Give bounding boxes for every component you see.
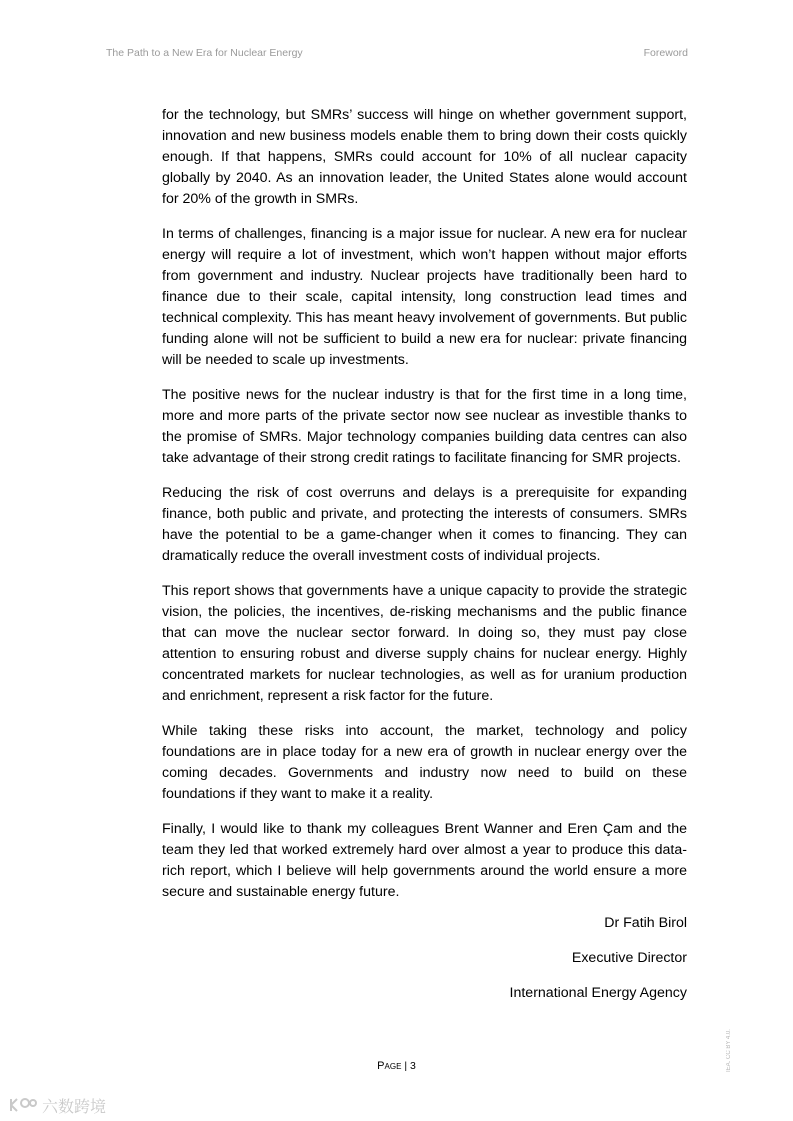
document-title: The Path to a New Era for Nuclear Energy xyxy=(106,47,303,59)
watermark xyxy=(8,1094,106,1116)
page-separator: | xyxy=(401,1060,410,1072)
paragraph: Finally, I would like to thank my colleagues Brent Wanner and Eren Çam and the team they led that worked extremely hard over almost a year to produce this data-rich report, which I believe will help governments around the world ensure a more secure and sustainable energy future. xyxy=(162,821,687,900)
license-note: IEA. CC BY 4.0. xyxy=(726,1029,732,1072)
section-title: Foreword xyxy=(643,47,688,59)
paragraph: In terms of challenges, financing is a major issue for nuclear. A new era for nuclear energy will require a lot of investment, which won’t happen without major efforts from government and industry. Nuclear projects have traditionally been hard to finance due to their scale, capital intensity, long construction lead times and technical complexity. This has meant heavy involvement of governments. But public funding alone will not be sufficient to build a new era for nuclear: private financing will be needed to scale up investments. xyxy=(162,226,687,368)
page-footer xyxy=(0,1060,793,1072)
signatory-organization: International Energy Agency xyxy=(509,985,687,1001)
paragraph: Reducing the risk of cost overruns and delays is a prerequisite for expanding finance, both public and private, and protecting the interests of consumers. SMRs have the potential to be a game-changer when it comes to financing. They can dramatically reduce the overall investment costs of individual projects. xyxy=(162,485,687,564)
foreword-body xyxy=(162,105,687,917)
signatory-title: Executive Director xyxy=(571,950,687,966)
signatory-name: Dr Fatih Birol xyxy=(604,915,687,931)
page-number: 3 xyxy=(409,1060,416,1072)
ke-logo-icon xyxy=(8,1096,38,1114)
paragraph: The positive news for the nuclear industry is that for the first time in a long time, more and more parts of the private sector now see nuclear as investible thanks to the promise of SMRs. Major technology companies building data centres can also take advantage of their strong credit ratings to facilitate financing for SMR projects. xyxy=(162,387,687,466)
page-label: Page xyxy=(377,1060,402,1072)
paragraph: for the technology, but SMRs’ success will hinge on whether government support, innovation and new business models enable them to bring down their costs quickly enough. If that happens, SMRs could account for 10% of all nuclear capacity globally by 2040. As an innovation leader, the United States alone would account for 20% of the growth in SMRs. xyxy=(162,107,687,207)
paragraph: This report shows that governments have a unique capacity to provide the strategic vision, the policies, the incentives, de-risking mechanisms and the public finance that can move the nuclear sector forward. In doing so, they must pay close attention to ensuring robust and diverse supply chains for nuclear energy. Highly concentrated markets for nuclear technologies, as well as for uranium production and enrichment, represent a risk factor for the future. xyxy=(162,583,687,704)
signature-block xyxy=(162,913,687,1018)
watermark-text: 六数跨境 xyxy=(42,1098,107,1116)
page-header xyxy=(106,47,688,63)
paragraph: While taking these risks into account, the market, technology and policy foundations are in place today for a new era of growth in nuclear energy over the coming decades. Governments and industry now need to build on these foundations if they want to make it a reality. xyxy=(162,723,687,802)
